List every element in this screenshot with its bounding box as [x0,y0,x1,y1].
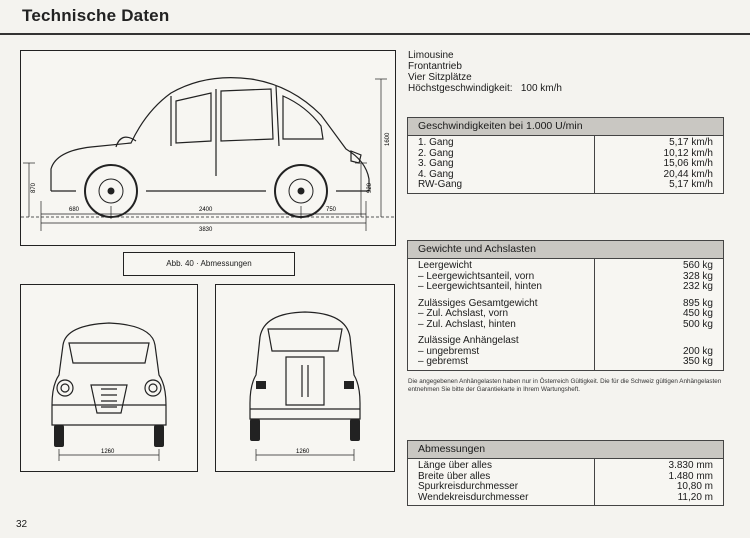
dim-wheelbase: 2400 [199,207,213,213]
speed-label-2: 2. Gang [418,147,454,159]
rear-lamp-left-icon [256,381,266,389]
weight-value-gross: 895 kg [682,297,713,309]
dim-front-overhang: 680 [69,207,80,213]
trailer-load-title: Zulässige Anhängelast [418,335,519,346]
trailer-load-note: Die angegebenen Anhängelasten haben nur in Österreich Gültigkeit. Die für die Schweiz gültigen Anhängelasten entnehmen Sie bitte der Garantiekarte in Ihrem Wartungsheft. [408,378,722,393]
page-title: Technische Daten [22,6,170,25]
dimensions-header: Abmessungen [408,441,723,459]
front-view-figure [20,284,198,472]
page-number: 32 [16,519,28,530]
figure-caption: Abb. 40 · Abmessungen [123,252,295,276]
dim-value-track-circle: 10,80 m [676,481,713,492]
speed-value-4: 20,44 km/h [663,168,713,180]
speed-value-3: 15,06 km/h [663,158,713,169]
top-speed-value: 100 km/h [520,83,562,94]
speed-label-3: 3. Gang [418,158,454,169]
front-headlight-right-icon [145,380,161,396]
dim-label-width: Breite über alles [418,470,491,482]
top-speed-label: Höchstgeschwindigkeit: [408,83,513,94]
intro-body-type: Limousine [408,50,454,61]
weight-value-empty-rear: 232 kg [682,281,713,292]
dim-value-width: 1.480 mm [668,470,713,482]
dim-label-track-circle: Spurkreisdurchmesser [418,481,519,492]
intro-top-speed [408,83,562,94]
dim-front-track: 1260 [101,449,115,455]
rear-view-drawing [216,285,394,471]
weight-value-axle-rear: 500 kg [682,318,713,330]
weight-label-empty-front: – Leergewichtsanteil, vorn [418,270,535,282]
weight-label-axle-front: – Zul. Achslast, vorn [418,308,509,319]
front-headlight-left-icon [57,380,73,396]
dim-rear-track: 1260 [296,449,310,455]
dim-rear-overhang: 750 [326,207,337,213]
weight-label-axle-rear: – Zul. Achslast, hinten [418,318,516,330]
weight-value-axle-front: 450 kg [682,308,713,319]
weight-label-empty-rear: – Leergewichtsanteil, hinten [418,281,542,292]
dim-label-turning-circle: Wendekreisdurchmesser [418,491,529,503]
intro-drive: Frontantrieb [408,61,462,72]
front-view-drawing [21,285,197,471]
weight-label-empty: Leergewicht [418,260,472,271]
speeds-table [407,117,724,194]
trailer-label-unbraked: – ungebremst [418,345,480,357]
rear-view-figure [215,284,395,472]
weight-value-empty: 560 kg [682,260,713,271]
trailer-value-braked: 350 kg [682,356,713,367]
rear-lamp-right-icon [344,381,354,389]
speed-label-1: 1. Gang [418,137,454,148]
weights-table [407,240,724,371]
title-rule [0,33,750,35]
dim-value-length: 3.830 mm [668,460,713,471]
side-view-figure [20,50,396,246]
dimensions-table [407,440,724,506]
speed-value-reverse: 5,17 km/h [669,179,713,190]
weight-label-gross: Zulässiges Gesamtgewicht [418,297,538,309]
dim-label-length: Länge über alles [418,460,492,471]
intro-seats: Vier Sitzplätze [408,72,472,83]
intro-block [408,50,562,94]
dim-height: 1600 [385,132,391,146]
trailer-value-unbraked: 200 kg [682,345,713,357]
speed-label-reverse: RW-Gang [418,179,463,190]
speed-value-2: 10,12 km/h [663,147,713,159]
dim-rear-height: 920 [367,182,373,193]
weight-value-empty-front: 328 kg [682,270,713,282]
trailer-label-braked: – gebremst [418,356,469,367]
side-view-drawing [21,51,395,245]
weights-header: Gewichte und Achslasten [408,241,723,259]
speed-label-4: 4. Gang [418,168,454,180]
dim-front-height: 870 [31,182,37,193]
speeds-header: Geschwindigkeiten bei 1.000 U/min [408,118,723,136]
dim-value-turning-circle: 11,20 m [677,491,713,503]
dim-length: 3830 [199,227,213,233]
speed-value-1: 5,17 km/h [669,137,713,148]
